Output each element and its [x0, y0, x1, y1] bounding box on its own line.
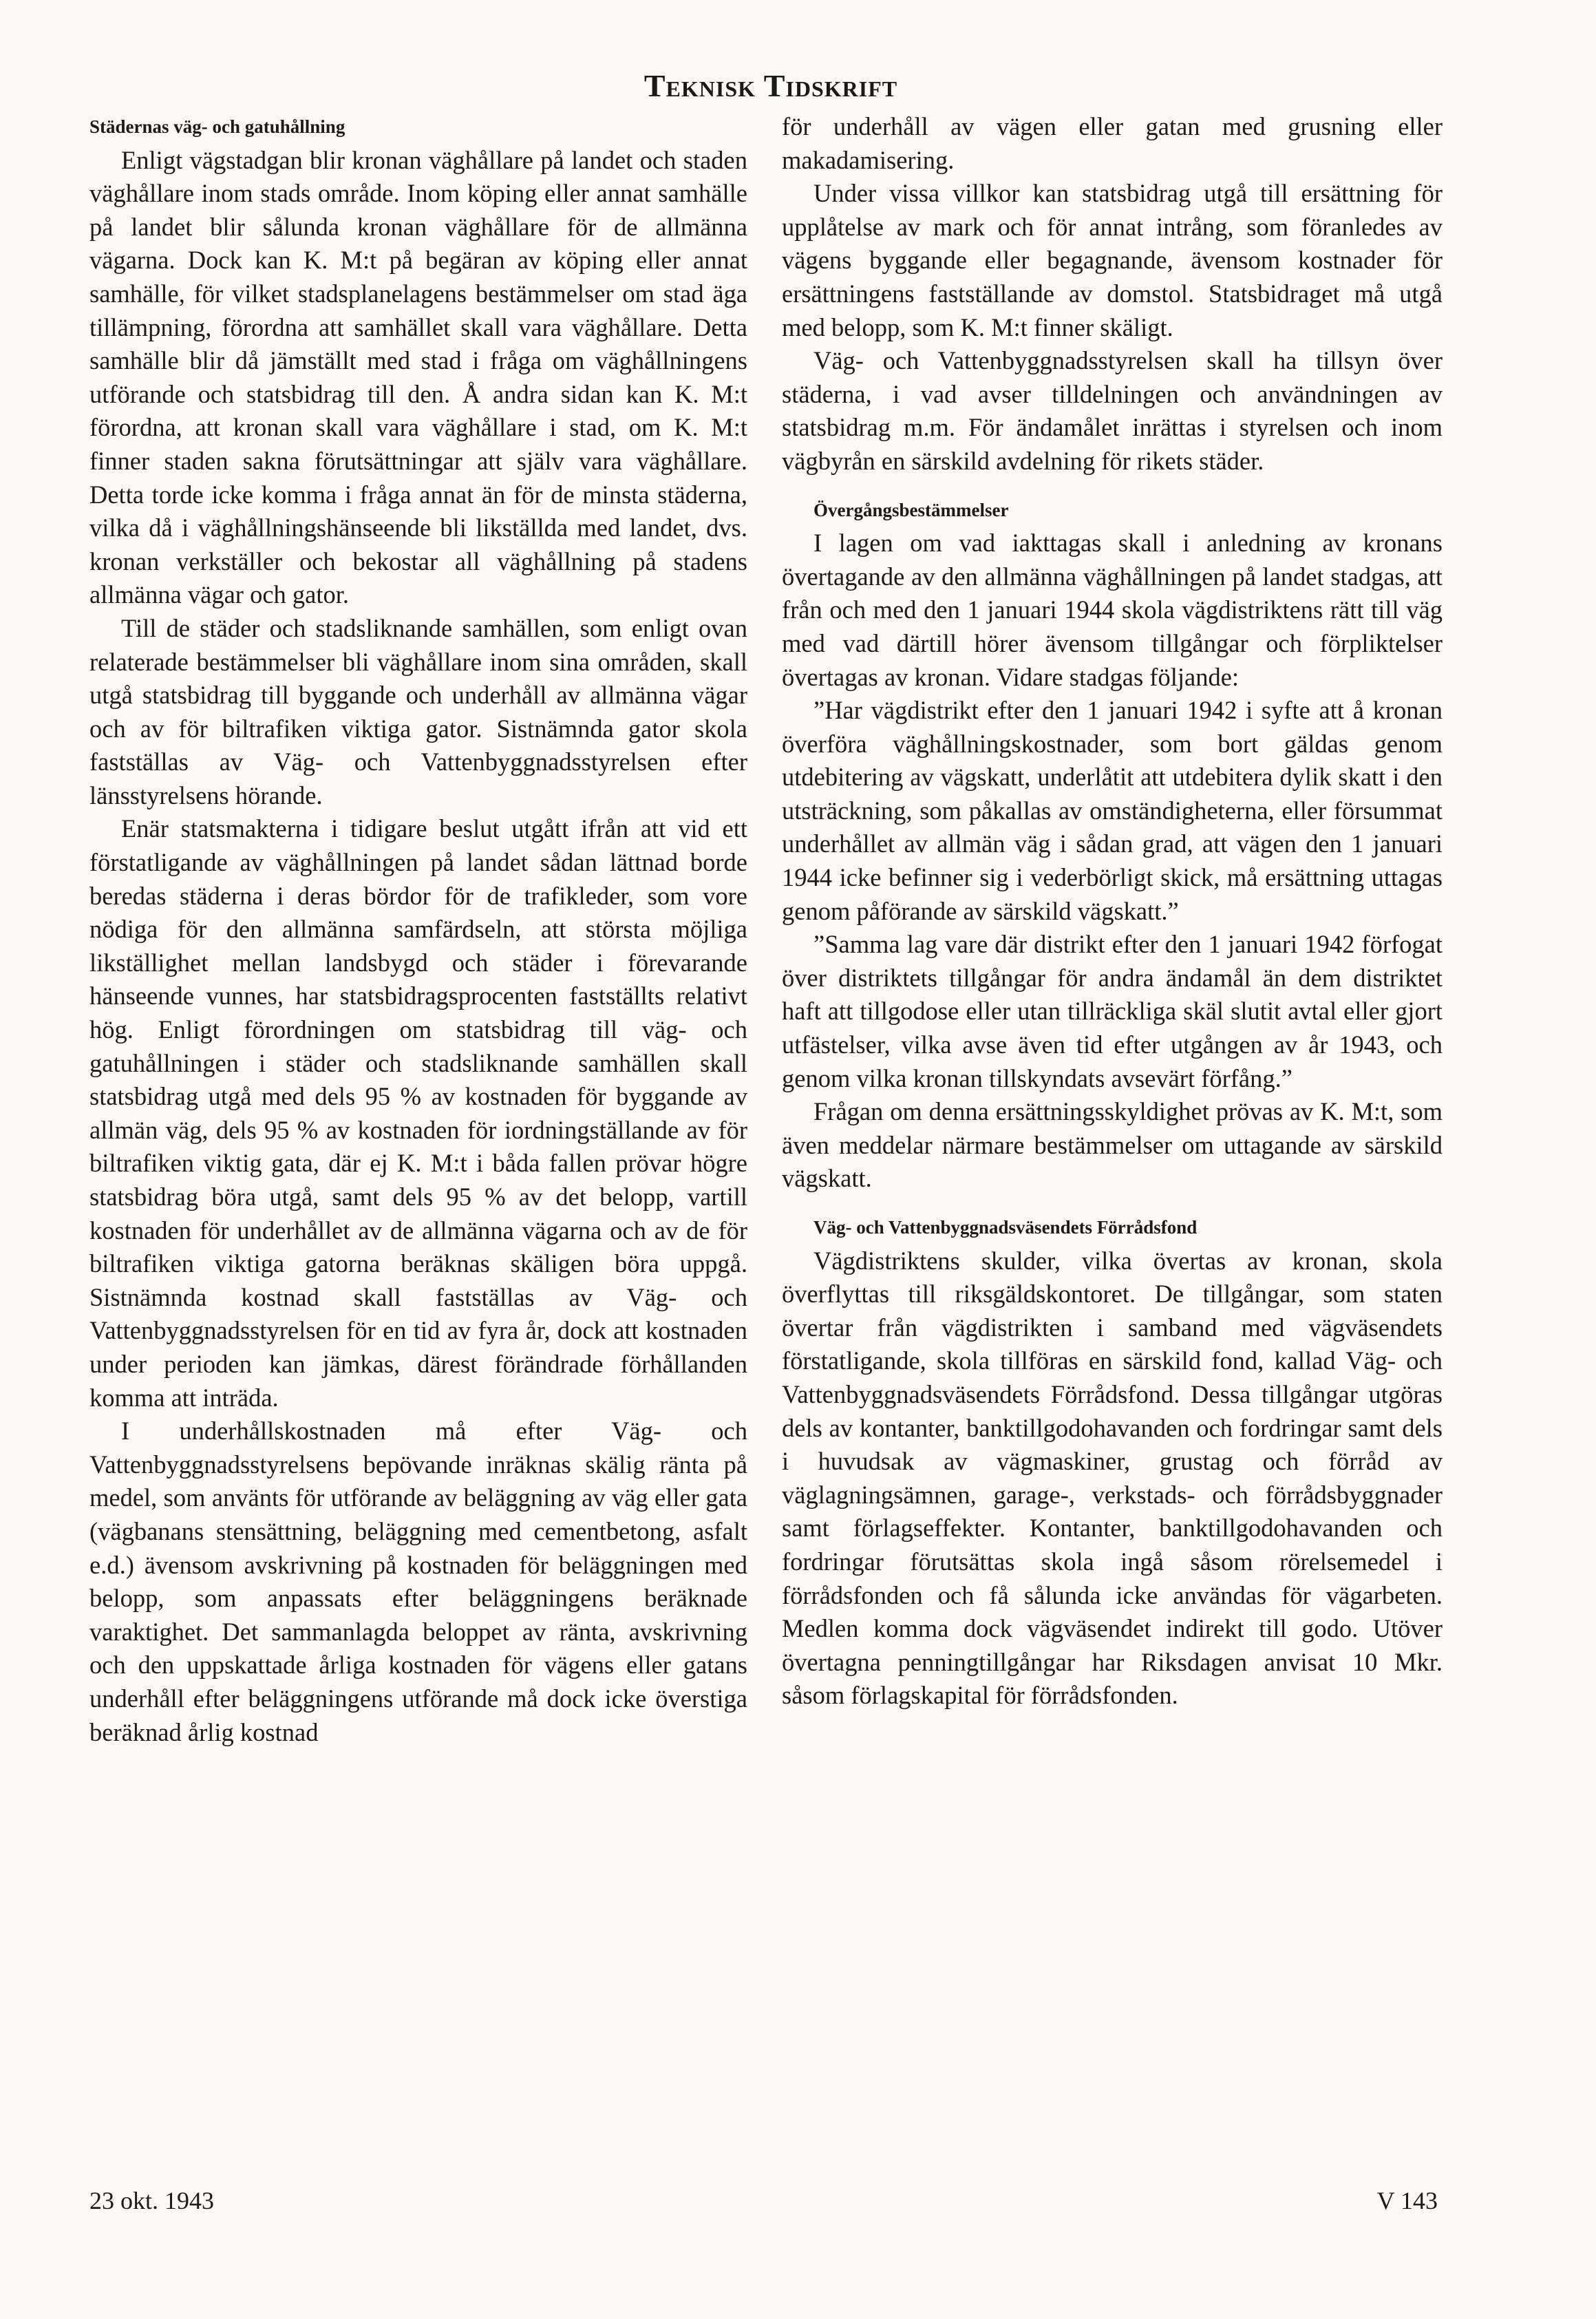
paragraph: ”Har vägdistrikt efter den 1 januari 1942 i syfte att å kronan överföra väghållningskostnader, som bort gäldas genom utdebitering av vägskatt, underlåtit att utdebitera dylik skatt i den utsträckning, som påkallas av omständigheterna, eller försummat underhållet av allmän väg i sådan grad, att vägen den 1 januari 1944 icke befinner sig i vederbörligt skick, må ersättning uttagas genom påförande av särskild vägskatt.” — [782, 696, 1443, 925]
journal-masthead: Teknisk Tidskrift — [643, 68, 898, 103]
paragraph: I lagen om vad iakttagas skall i anledning av kronans övertagande av den allmänna väghållningen på landet stadgas, att från och med den 1 januari 1944 skola vägdistriktens rätt till väg med vad därtill hörer ävensom tillgångar och förpliktelser övertagas av kronan. Vidare stadgas följande: — [782, 529, 1443, 691]
section-heading-overgang: Övergångsbestämmelser — [813, 499, 1009, 520]
paragraph: Vägdistriktens skulder, vilka övertas av kronan, skola överflyttas till riksgäldskontoret. De tillgångar, som staten övertar från vägdistrikten i samband med vägväsendets förstatligande, skola tillföras en särskild fond, kallad Väg- och Vattenbyggnadsväsendets Förrådsfond. Dessa tillgångar utgöras dels av kontanter, banktillgodohavanden och fordringar samt dels i huvudsak av vägmaskiner, grustag och förråd av väglagningsämnen, garage-, verkstads- och förrådsbyggnader samt förlagseffekter. Kontanter, banktillgodohavanden och fordringar förutsättas skola ingå såsom rörelsemedel i förrådsfonden och få sålunda icke användas för vägarbeten. Medlen komma dock vägväsendet indirekt till godo. Utöver övertagna penningtillgångar har Riksdagen anvisat 10 Mkr. såsom förlagskapital för förrådsfonden. — [782, 1246, 1443, 1710]
paragraph: Under vissa villkor kan statsbidrag utgå till ersättning för upplåtelse av mark och för annat intrång, som föranledes av vägens byggande eller begagnande, ävensom kostnader för ersättningens fastställande av domstol. Statsbidraget må utgå med belopp, som K. M:t finner skäligt. — [782, 179, 1443, 341]
section-heading-forradsfond: Väg- och Vattenbyggnadsväsendets Förrådsfond — [813, 1217, 1198, 1238]
right-column — [782, 110, 1443, 1713]
issue-date: 23 okt. 1943 — [89, 2187, 215, 2214]
left-column — [89, 110, 747, 1749]
paragraph: I underhållskostnaden må efter Väg- och Vattenbyggnadsstyrelsens bepövande inräknas skälig ränta på medel, som använts för utförande av beläggning av väg eller gata (vägbanans stensättning, beläggning med cementbetong, asfalt e.d.) ävensom avskrivning på kostnaden för beläggningen med belopp, som anpassats efter beläggningens beräknade varaktighet. Det sammanlagda beloppet av ränta, avskrivning och den uppskattade årliga kostnaden för vägens eller gatans underhåll efter beläggningens utförande må dock icke överstiga beräknad årlig kostnad — [89, 1417, 747, 1746]
section-heading-stadernas: Städernas väg- och gatuhållning — [89, 116, 345, 137]
paragraph: Till de städer och stadsliknande samhällen, som enligt ovan relaterade bestämmelser bli väghållare inom sina områden, skall utgå statsbidrag till byggande och underhåll av allmänna vägar och av för biltrafiken viktiga gator. Sistnämnda gator skola fastställas av Väg- och Vattenbyggnadsstyrelsen efter länsstyrelsens hörande. — [89, 613, 747, 809]
paragraph: Enligt vägstadgan blir kronan väghållare på landet och staden väghållare inom stads område. Inom köping eller annat samhälle på landet blir sålunda kronan väghållare för de allmänna vägarna. Dock kan K. M:t på begäran av köping eller annat samhälle, för vilket stadsplanelagens bestämmelser om stad äga tillämpning, förordna att samhället skall vara väghållare. Detta samhälle blir då jämställt med stad i fråga om väghållningens utförande och statsbidrag till den. Å andra sidan kan K. M:t förordna, att kronan skall vara väghållare i stad, om K. M:t finner staden sakna förutsättningar att själv vara väghållare. Detta torde icke komma i fråga annat än för de minsta städerna, vilka då i väghållningshänseende bli likställda med landet, dvs. kronan verkställer och bekostar all väghållning på stadens allmänna vägar och gator. — [89, 145, 747, 609]
paragraph: Frågan om denna ersättningsskyldighet prövas av K. M:t, som även meddelar närmare bestämmelser om uttagande av särskild vägskatt. — [782, 1097, 1443, 1193]
paragraph: Enär statsmakterna i tidigare beslut utgått ifrån att vid ett förstatligande av väghållningen på landet sådan lättnad borde beredas städerna i deras bördor för de trafikleder, som vore nödiga för den allmänna samfärdseln, att största möjliga likställighet mellan landsbygd och städer i förevarande hänseende vunnes, har statsbidragsprocenten fastställts relativt hög. Enligt förordningen om statsbidrag till väg- och gatuhållningen i städer och stadsliknande samhällen skall statsbidrag utgå med dels 95 % av kostnaden för byggande av allmän väg, dels 95 % av kostnaden för iordningställande av för biltrafiken viktig gata, där ej K. M:t i båda fallen prövar högre statsbidrag böra utgå, samt dels 95 % av det belopp, vartill kostnaden för underhållet av de allmänna vägarna och av de för biltrafiken viktiga gatorna beräknas skäligen böra uppgå. Sistnämnda kostnad skall fastställas av Väg- och Vattenbyggnadsstyrelsen för en tid av fyra år, dock att kostnaden under perioden kan jämkas, därest förändrade förhållanden komma att inträda. — [89, 814, 747, 1412]
page-number: V 143 — [1376, 2187, 1438, 2214]
paragraph: för underhåll av vägen eller gatan med grusning eller makadamisering. — [782, 112, 1443, 174]
paragraph: ”Samma lag vare där distrikt efter den 1 januari 1942 förfogat över distriktets tillgångar för andra ändamål än dem distriktet haft att tillgodose eller utan tillräckliga skäl slutit avtal eller gjort utfästelser, vilka avse även tid efter utgången av år 1943, och genom vilka kronan tillskyndats avsevärt förfång.” — [782, 930, 1443, 1092]
paragraph: Väg- och Vattenbyggnadsstyrelsen skall ha tillsyn över städerna, i vad avser tilldelningen och användningen av statsbidrag m.m. För ändamålet inrättas i styrelsen och inom vägbyrån en särskild avdelning för rikets städer. — [782, 346, 1443, 475]
